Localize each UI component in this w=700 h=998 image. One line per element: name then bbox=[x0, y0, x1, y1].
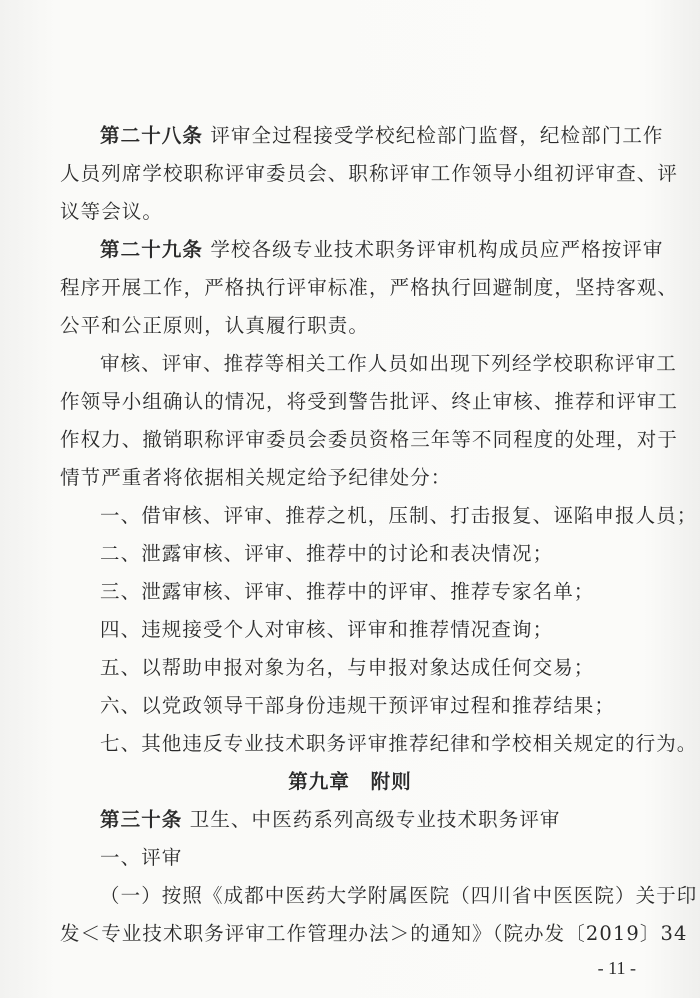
sub-1-line-2: 发＜专业技术职务评审工作管理办法＞的通知》（院办发〔2019〕34 bbox=[60, 922, 688, 945]
article-30-line bbox=[100, 806, 645, 833]
para-line-4: 情节严重者将依据相关规定给予纪律处分： bbox=[60, 466, 452, 489]
list-item-5: 五、以帮助申报对象为名，与申报对象达成任何交易； bbox=[100, 656, 595, 679]
para-line-1: 审核、评审、推荐等相关工作人员如出现下列经学校职称评审工 bbox=[100, 352, 677, 375]
article-28-line-1 bbox=[100, 122, 664, 149]
para-line-2: 作领导小组确认的情况，将受到警告批评、终止审核、推荐和评审工 bbox=[60, 390, 679, 413]
article-29-title: 第二十九条 bbox=[100, 238, 204, 261]
article-28-text: 评审全过程接受学校纪检部门监督，纪检部门工作 bbox=[210, 124, 664, 147]
article-28-line-3: 议等会议。 bbox=[60, 200, 164, 223]
article-29-line-1 bbox=[100, 236, 664, 263]
article-28-line-2: 人员列席学校职称评审委员会、职称评审工作领导小组初评审查、评 bbox=[60, 162, 679, 185]
list-item-2: 二、泄露审核、评审、推荐中的讨论和表决情况； bbox=[100, 542, 554, 565]
para-line-3: 作权力、撤销职称评审委员会委员资格三年等不同程度的处理，对于 bbox=[60, 428, 679, 451]
article-30-title: 第三十条 bbox=[100, 808, 183, 831]
list-item-3: 三、泄露审核、评审、推荐中的评审、推荐专家名单； bbox=[100, 580, 595, 603]
chapter-heading: 第九章 附则 bbox=[288, 770, 412, 793]
article-30-text: 卫生、中医药系列高级专业技术职务评审 bbox=[189, 808, 561, 831]
article-28-title: 第二十八条 bbox=[100, 124, 204, 147]
list-item-6: 六、以党政领导干部身份违规干预评审过程和推荐结果； bbox=[100, 694, 616, 717]
list-item-7: 七、其他违反专业技术职务评审推荐纪律和学校相关规定的行为。 bbox=[100, 732, 698, 755]
list-item-4: 四、违规接受个人对审核、评审和推荐情况查询； bbox=[100, 618, 554, 641]
section-heading: 一、评审 bbox=[100, 846, 183, 869]
page-number: - 11 - bbox=[597, 958, 636, 978]
article-29-text: 学校各级专业技术职务评审机构成员应严格按评审 bbox=[210, 238, 664, 261]
sub-1-line-1: （一）按照《成都中医药大学附属医院（四川省中医医院）关于印 bbox=[100, 884, 698, 907]
list-item-1: 一、借审核、评审、推荐之机，压制、打击报复、诬陷申报人员； bbox=[100, 504, 698, 527]
article-29-line-3: 公平和公正原则，认真履行职责。 bbox=[60, 314, 370, 337]
article-29-line-2: 程序开展工作，严格执行评审标准，严格执行回避制度，坚持客观、 bbox=[60, 276, 679, 299]
